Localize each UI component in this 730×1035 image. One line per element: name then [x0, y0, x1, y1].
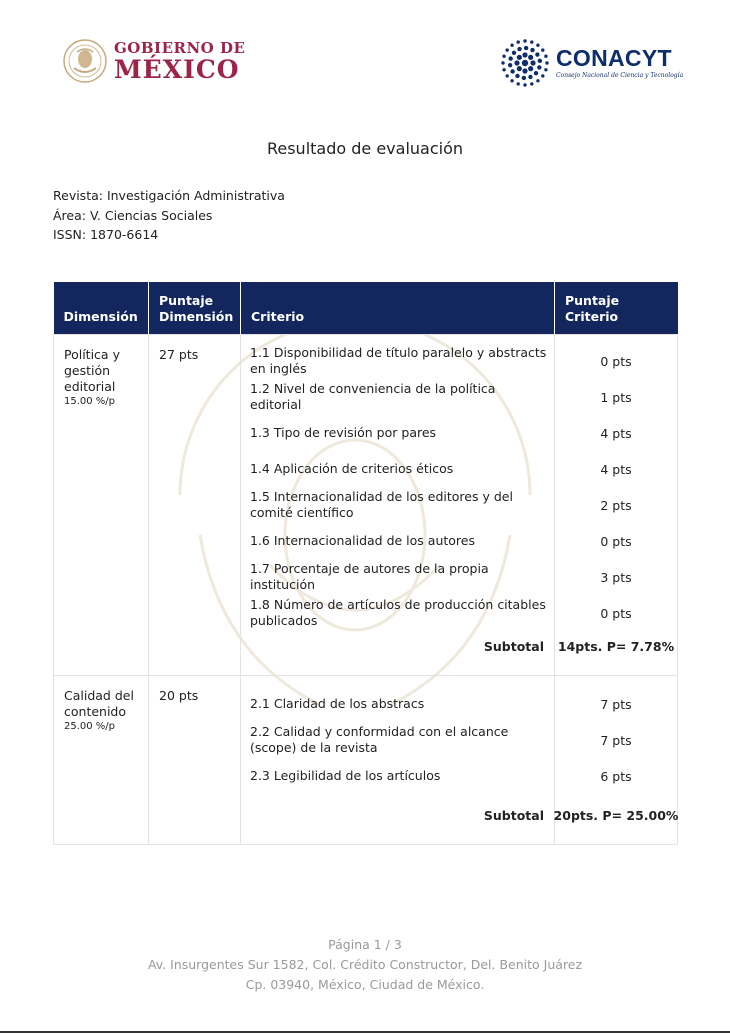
criterion-label: 1.7 Porcentaje de autores de la propia institución	[250, 561, 489, 592]
column-header-puntaje-dimension: Puntaje Dimensión	[149, 282, 241, 335]
gobierno-line1: GOBIERNO DE	[114, 38, 246, 57]
journal-issn: ISSN: 1870-6614	[53, 227, 159, 242]
subtotal-value: 14pts. P= 7.78%	[557, 638, 675, 654]
table-row	[54, 335, 678, 676]
criterion-score: 7 pts	[600, 696, 632, 712]
criteria-cell	[241, 676, 555, 845]
dimension-name: Política y gestión editorial	[64, 347, 120, 394]
dimension-name: Calidad del contenido	[64, 688, 134, 719]
gobierno-de-mexico-logo	[62, 38, 245, 84]
criterion-score: 1 pts	[600, 389, 632, 405]
criterion-score: 0 pts	[600, 605, 632, 621]
criterion-score: 6 pts	[600, 768, 632, 784]
journal-info	[53, 186, 285, 245]
footer-address-line2: Cp. 03940, México, Ciudad de México.	[245, 977, 485, 992]
conacyt-logo	[498, 36, 683, 90]
criterion-label: 2.2 Calidad y conformidad con el alcance (scope) de la revista	[250, 724, 509, 755]
journal-name: Revista: Investigación Administrativa	[53, 188, 285, 203]
dimension-cell	[54, 335, 149, 676]
page-number: Página 1 / 3	[328, 937, 402, 952]
page-title: Resultado de evaluación	[266, 139, 464, 158]
evaluation-table-wrapper	[53, 282, 677, 845]
criterion-label: 1.6 Internacionalidad de los autores	[250, 533, 475, 548]
dimension-percent: 25.00 %/p	[64, 721, 116, 732]
criterion-label: 2.3 Legibilidad de los artículos	[250, 768, 441, 783]
scores-cell	[555, 676, 678, 845]
evaluation-table	[53, 282, 678, 845]
journal-area: Área: V. Ciencias Sociales	[53, 207, 213, 223]
national-seal-icon	[62, 38, 108, 84]
page-header	[0, 0, 730, 110]
dimension-cell	[54, 676, 149, 845]
criterion-score: 4 pts	[600, 461, 632, 477]
column-header-puntaje-criterio: Puntaje Criterio	[555, 282, 678, 335]
criterion-label: 1.4 Aplicación de criterios éticos	[250, 461, 454, 476]
gobierno-line2: MÉXICO	[114, 54, 240, 84]
criteria-cell	[241, 335, 555, 676]
scores-cell	[555, 335, 678, 676]
conacyt-subtitle: Consejo Nacional de Ciencia y Tecnología	[556, 72, 684, 79]
footer-address-line1: Av. Insurgentes Sur 1582, Col. Crédito Constructor, Del. Benito Juárez	[147, 957, 583, 972]
column-header-criterio: Criterio	[241, 282, 555, 335]
subtotal-label: Subtotal	[483, 807, 544, 823]
dimension-percent: 15.00 %/p	[64, 396, 116, 407]
criterion-label: 2.1 Claridad de los abstracs	[250, 696, 425, 711]
bottom-divider	[0, 1031, 730, 1033]
subtotal-label: Subtotal	[483, 638, 544, 654]
criterion-label: 1.5 Internacionalidad de los editores y del comité científico	[250, 489, 513, 520]
criterion-label: 1.1 Disponibilidad de título paralelo y abstracts en inglés	[250, 345, 547, 376]
criterion-label: 1.2 Nivel de conveniencia de la política editorial	[250, 381, 496, 412]
column-header-dimension: Dimensión	[54, 282, 149, 335]
criterion-label: 1.3 Tipo de revisión por pares	[250, 425, 437, 440]
criterion-score: 0 pts	[600, 353, 632, 369]
criterion-score: 7 pts	[600, 732, 632, 748]
conacyt-name: CONACYT	[556, 45, 672, 71]
page-footer	[0, 935, 730, 995]
subtotal-value: 20pts. P= 25.00%	[553, 807, 679, 823]
conacyt-dots-icon	[498, 36, 552, 90]
table-row	[54, 676, 678, 845]
criterion-score: 2 pts	[600, 497, 632, 513]
dimension-points: 20 pts	[149, 676, 241, 845]
criterion-label: 1.8 Número de artículos de producción citables publicados	[250, 597, 546, 628]
table-header-row	[54, 282, 678, 335]
criterion-score: 3 pts	[600, 569, 632, 585]
criterion-score: 0 pts	[600, 533, 632, 549]
criterion-score: 4 pts	[600, 425, 632, 441]
dimension-points: 27 pts	[149, 335, 241, 676]
